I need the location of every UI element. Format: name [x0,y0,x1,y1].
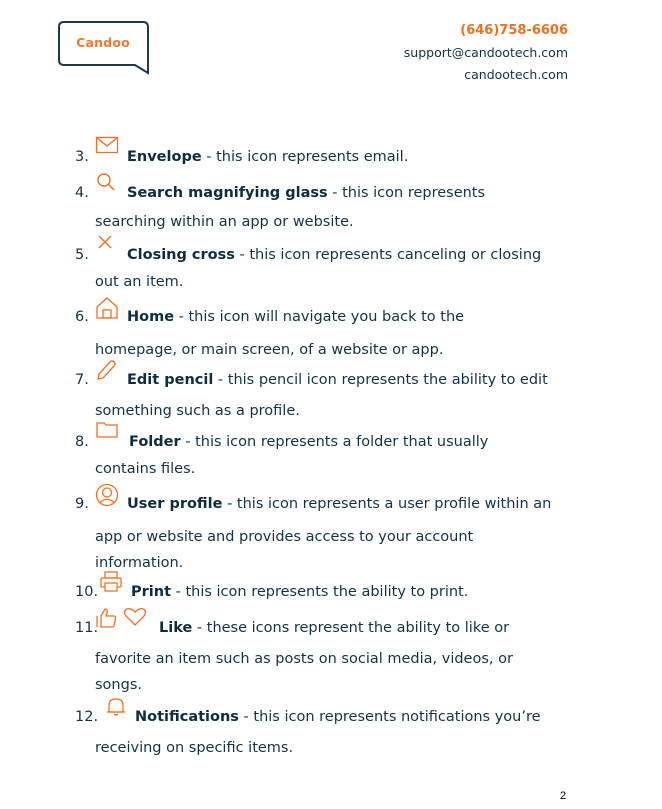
item-term: Like [159,620,193,636]
page-number: 2 [560,790,567,802]
item-term: User profile [127,496,223,512]
item-term: Closing cross [127,247,235,263]
envelope-icon [95,136,119,163]
search-icon [95,172,119,201]
item-description: - this icon represents the ability to print. [171,584,469,600]
user-profile-icon [95,483,119,516]
item-term: Edit pencil [127,372,214,388]
item-description-continued: homepage, or main screen, of a website or app. [95,342,444,358]
item-term: Folder [129,434,181,450]
item-description: - this pencil icon represents the ability to edit [213,372,548,388]
item-number: 9. [75,496,89,512]
bell-icon [105,696,127,727]
item-description: - this icon represents a user profile within an [222,496,552,512]
item-number: 7. [75,372,89,388]
item-term: Print [131,584,172,600]
home-icon [95,296,119,329]
item-term: Envelope [127,149,202,165]
item-term: Notifications [135,709,239,725]
item-description-continued: songs. [95,677,142,693]
item-description-continued: contains files. [95,461,196,477]
item-number: 10. [75,584,99,600]
contact-info [404,20,568,86]
item-number: 8. [75,434,89,450]
candoo-logo [58,21,150,73]
item-description-continued: receiving on specific items. [95,740,294,756]
item-number: 11. [75,620,99,636]
item-description-continued: favorite an item such as posts on social media, videos, or [95,651,513,667]
item-description: - these icons represent the ability to like or [192,620,510,636]
folder-icon [95,421,121,448]
website: candootech.com [464,67,568,82]
pencil-icon [95,359,119,390]
phone-number: (646)758-6606 [460,23,568,38]
support-email: support@candootech.com [403,45,568,60]
item-term: Home [127,309,175,325]
logo-text: Candoo [76,35,130,50]
item-number: 3. [75,149,89,165]
item-description: - this icon represents a folder that usually [180,434,489,450]
printer-icon [99,571,123,602]
item-number: 5. [75,247,89,263]
item-number: 6. [75,309,89,325]
item-term: Search magnifying glass [127,185,328,201]
item-description-continued: something such as a profile. [95,403,300,419]
item-description: - this icon represents canceling or closing [234,247,542,263]
item-description-continued: out an item. [95,274,184,290]
item-description: - this icon represents [327,185,486,201]
item-description-continued: information. [95,555,184,571]
item-description: - this icon represents email. [201,149,409,165]
heart-icon [123,607,147,636]
item-description: - this icon will navigate you back to the [174,309,465,325]
close-icon [95,234,119,261]
item-number: 12. [75,709,99,725]
thumbs-up-icon [95,607,119,638]
item-description-continued: searching within an app or website. [95,214,354,230]
item-description-continued: app or website and provides access to your account [95,529,474,545]
item-description: - this icon represents notifications you’re [238,709,541,725]
item-number: 4. [75,185,89,201]
